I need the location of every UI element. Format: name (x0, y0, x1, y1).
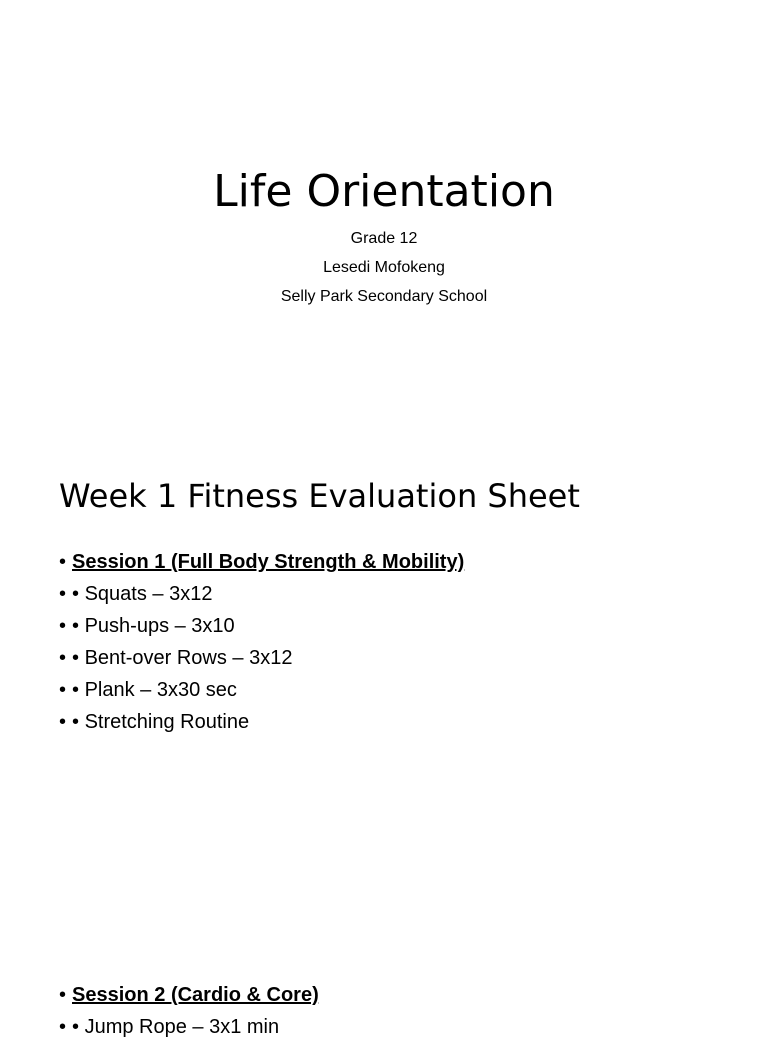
session-2-list (59, 979, 319, 1043)
session-1-title: Session 1 (Full Body Strength & Mobility) (72, 551, 465, 573)
bullet-icon: • (59, 679, 67, 701)
bullet-icon: • (59, 583, 67, 605)
exercise-item (59, 706, 464, 738)
bullet-icon: • (59, 551, 67, 573)
bullet-icon: • (59, 615, 67, 637)
slide-title: Life Orientation (213, 166, 555, 217)
exercise-item (59, 674, 464, 706)
exercise-text: • Bent-over Rows – 3x12 (72, 647, 293, 669)
exercise-text: • Stretching Routine (72, 711, 250, 733)
exercise-item (59, 642, 464, 674)
exercise-item (59, 1011, 319, 1043)
exercise-text: • Plank – 3x30 sec (72, 679, 237, 701)
session-2-title-item (59, 979, 319, 1011)
grade-text: Grade 12 (350, 230, 418, 247)
bullet-icon: • (59, 647, 67, 669)
session-1-list (59, 546, 464, 738)
student-name: Lesedi Mofokeng (323, 259, 445, 276)
bullet-icon: • (59, 711, 67, 733)
exercise-item (59, 578, 464, 610)
bullet-icon: • (59, 984, 67, 1006)
exercise-item (59, 610, 464, 642)
bullet-icon: • (59, 1016, 67, 1038)
school-name: Selly Park Secondary School (280, 288, 488, 305)
exercise-text: • Push-ups – 3x10 (72, 615, 235, 637)
session-1-title-item (59, 546, 464, 578)
session-2-title: Session 2 (Cardio & Core) (72, 984, 319, 1006)
exercise-text: • Jump Rope – 3x1 min (72, 1016, 280, 1038)
exercise-text: • Squats – 3x12 (72, 583, 213, 605)
section-heading: Week 1 Fitness Evaluation Sheet (59, 477, 580, 515)
